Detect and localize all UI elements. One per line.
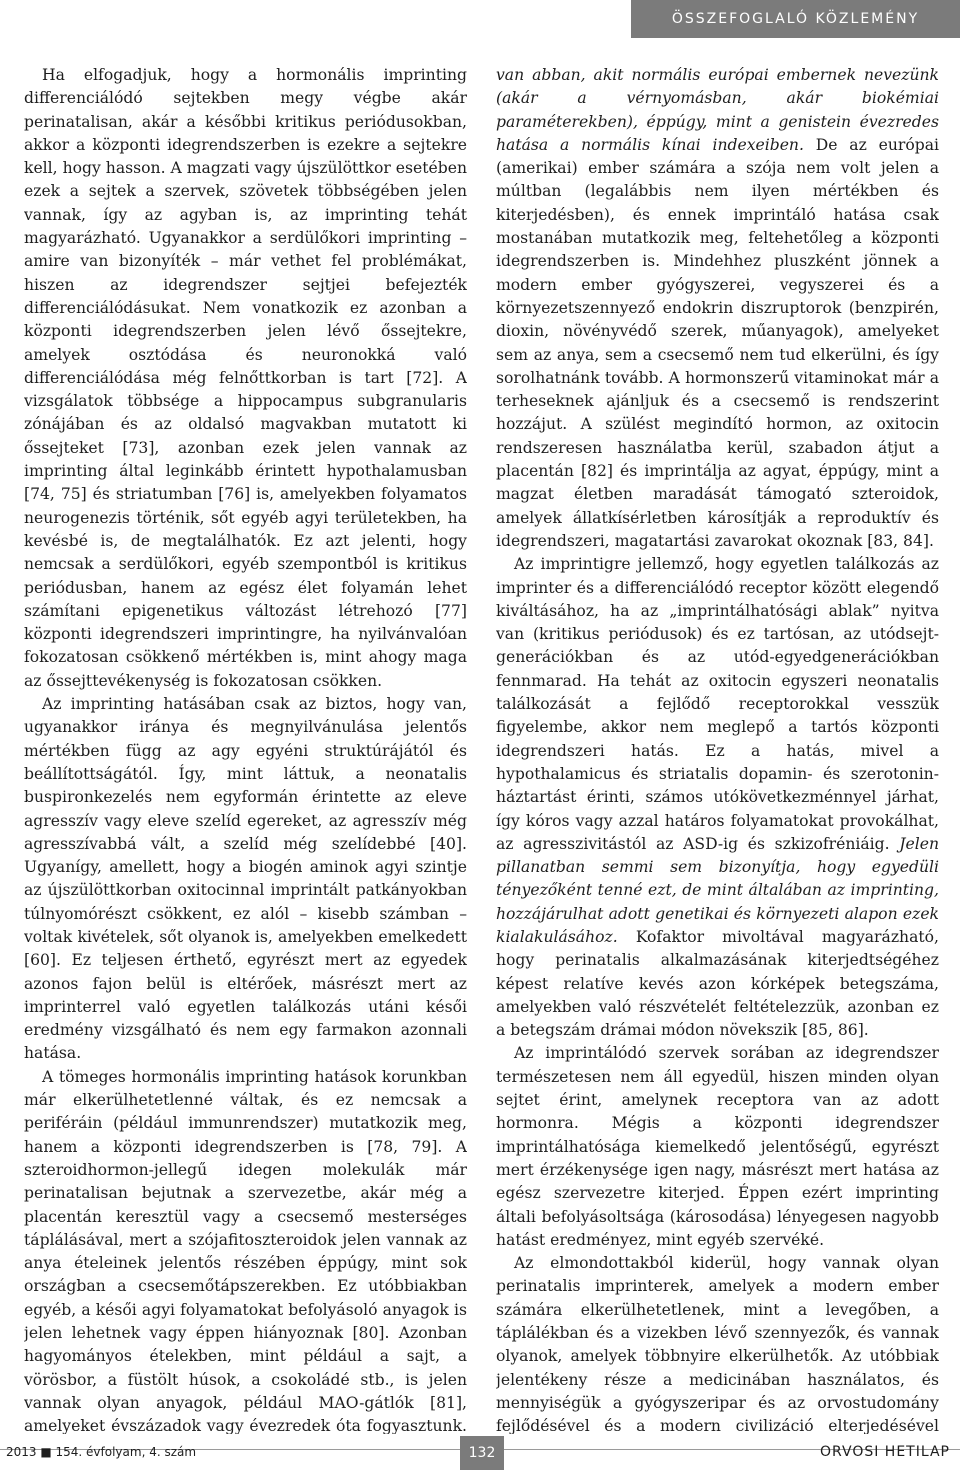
right-paragraph-2 xyxy=(496,553,939,1042)
right-paragraph-1-text: De az európai (amerikai) ember számára a szója nem volt jelen a múltban (legalábbis nem ilyen mértékben és kiterjedésben), és ennek imprintáló hatása csak mostanában mutatkozik meg, feltehetőleg a központi idegrendszerben is. Mindehhez pluszként jönnek a modern ember gyógyszerei, vegyszerei és a környezetszennyező endokrin diszruptorok (benzpirén, dioxin, növényvédő szerek, műanyagok), amelyeket sem az anya, sem a csecsemő nem tud elkerülni, és így sorolhatnánk tovább. A hormonszerű vitaminokat már a terheseknek ajánljuk és a csecsemő is rendszerint hozzájut. A szülést megindító hormon, az oxitocin rendszeresen használatba kerül, szabadon átjut a placentán [82] és imprintálja az agyat, éppúgy, mint a magzat életben maradását támogató szteroidok, amelyek állatkísérletben károsítják a reproduktív és idegrendszeri, magatartási zavarokat okoznak [83, 84]. xyxy=(496,135,939,550)
journal-name: ORVOSI HETILAP xyxy=(820,1444,950,1460)
left-paragraph-3 xyxy=(24,1066,467,1434)
page-number-box xyxy=(460,1436,504,1470)
right-paragraph-3: Az imprintálódó szervek sorában az idegrendszer természetesen nem áll egyedül, hiszen minden olyan sejtet érint, amelynek receptora van az adott hormonra. Mégis a központi idegrendszer imprintálhatósága kiemelkedő jelentőségű, egyrészt mert érzékenysége igen nagy, másrészt mert hatása az egész szervezetre kiterjed. Éppen ezért imprinting általi befolyásoltsága (károsodása) lényegesen nagyobb hatást eredményez, mint egyéb szervéké. xyxy=(496,1044,939,1249)
page-number: 132 xyxy=(468,1445,496,1461)
right-paragraph-1-italic: van abban, akit normális európai embernek nevezünk (akár a vérnyomásban, akár biokémiai paraméterekben), éppúgy, mint a genistein évezredes hatása a normális kínai indexeiben. xyxy=(496,66,939,154)
section-title: ÖSSZEFOGLALÓ KÖZLEMÉNY xyxy=(671,11,920,27)
left-paragraph-1: Ha elfogadjuk, hogy a hormonális imprinting differenciálódó sejtekben megy végbe akár perinatalisan, akár a későbbi kritikus periódusokban, akkor a központi idegrendszerben is ezekre a sejtekre kell, hogy hasson. A magzati vagy újszülöttkor esetében ezek a sejtek a szervek, szövetek többségében jelen vannak, így az agyban is, az imprinting tehát magyarázható. Ugyanakkor a serdülőkori imprinting – amire van bizonyíték – már vethet fel problémákat, hiszen az idegrendszer sejtjei befejezték differenciálódásukat. Nem vonatkozik ez azonban a központi idegrendszerben jelen lévő őssejtekre, amelyek osztódása és neuronokká való differenciálódása még felnőttkorban is tart [72]. A vizsgálatok többsége a hippocampus subgranularis zónájában és az oldalsó magvakban mutatott ki őssejteket [73], azonban ezek jelen vannak az imprinting által leginkább érintett hypothalamusban [74, 75] és striatumban [76] is, amelyekben folyamatos neurogenezis történik, sőt egyéb agyi területekben, ha kevésbé is, de megtalálhatók. Ez azt jelenti, hogy nemcsak a serdülőkori, egyéb szempontból is kritikus periódusban, hanem az egész élet folyamán lehet számítani epigenetikus változást létrehozó [77] központi idegrendszeri imprintingre, ha nyilvánvalóan fokozatosan csökkenő mértékben is, mint ahogy maga az őssejttevékenység is fokozatosan csökken. xyxy=(24,66,467,690)
right-paragraph-1 xyxy=(496,64,939,553)
left-paragraph-3-text: A tömeges hormonális imprinting hatások korunkban már elkerülhetetlenné váltak, és ez nemcsak a periféráin (például immunrendszer) mutatkozik meg, hanem a központi idegrendszerben is [78, 79]. A szteroidhormon-jellegű idegen molekulák már perinatalisan bejutnak a szervezetbe, akár még a placentán keresztül vagy a csecsemő mesterséges táplálásával, mert a szójafitoszteroidok jelen vannak az anya ételeinek jelentős részében éppúgy, mint sok országban a csecsemőtápszerekben. Ez utóbbiakban egyéb, a késői agyi folyamatokat befolyásoló anyagok is jelen lehetnek vagy éppen hiányoznak [80]. Azonban hagyományos ételekben, mint például a sajt, a vörösbor, a füstölt húsok, a csokoládé stb., is jelen vannak olyan anyagok, például MAO-gátlók [81], amelyeket évszázadok vagy évezredek óta fogyasztunk. xyxy=(24,1067,467,1434)
left-paragraph-2: Az imprinting hatásában csak az biztos, hogy van, ugyanakkor iránya és megnyilvánulása jelentős mértékben függ az agy egyéni struktúrájától és beállítottságától. Így, mint láttuk, a neonatalis buspironkezelés nem egyformán érintette az eleve agresszív vagy eleve szelíd egereket, az agresszív még agresszívabbá vált, a szelíd még szelídebbé [40]. Ugyanígy, amellett, hogy a biogén aminok agyi szintje az újszülöttkorban oxitocinnal imprintált patkányokban túlnyomórészt csökkent, ez alól – kisebb számban – voltak kivételek, sőt olyanok is, amelyekben emelkedett [60]. Ez teljesen érthető, egyrészt mert az egyedek azonos fajon belül is eltérőek, másrészt mert az imprinterrel való egyetlen találkozás utáni késői eredmény vizsgálható és nem egy farmakon azonnali hatása. xyxy=(24,695,467,1063)
section-header xyxy=(631,0,960,38)
right-paragraph-4: Az elmondottakból kiderül, hogy vannak olyan perinatalis imprinterek, amelyek a modern ember számára elkerülhetetlenek, mint a levegőben, a táplálékban és a vizekben lévő szennyezők, és vannak olyanok, amelyek többnyire elkerülhetők. Az utóbbiak jelentékeny része a medicinában használatos, és mennyiségük a gyógyszeripar és az orvostudomány fejlődésével és a modern civilizáció elterjedésével xyxy=(496,1254,939,1434)
left-column xyxy=(24,64,467,1434)
right-paragraph-2-text: Az imprintigre jellemző, hogy egyetlen találkozás az imprinter és a differenciálódó receptor között elegendő kiváltásához, ha az „imprintálhatósági ablak” nyitva van (kritikus periódusok) és ez tartósan, az utódsejt-generációkban és az utód-egyedgenerációkban fennmarad. Ha tehát az oxitocin egyszeri neonatalis találkozását a fejlődő receptorokkal vesszük figyelembe, akkor nem meglepő a tartós központi idegrendszeri hatás. Ez a hatás, mivel a hypothalamicus és striatalis dopamin- és szerotonin-háztartást érinti, számos utókövetkezménnyel járhat, így kóros vagy azzal határos folyamatokat provokálhat, az agresszivitástól az ASD-ig és szkizofréniáig. xyxy=(496,555,939,853)
issue-info: 2013 ■ 154. évfolyam, 4. szám xyxy=(6,1445,197,1459)
right-paragraph-2-tail: Kofaktor mivoltával magyarázható, hogy perinatalis alkalmazásának kiterjedtségéhez képest relatíve kevés azon kórképek betegszáma, amelyekben való részvételét feltételezzük, azonban ez a betegszám drámai módon növekszik [85, 86]. xyxy=(496,927,939,1040)
right-paragraph-2-italic: Jelen pillanatban semmi sem bizonyítja, hogy egyedüli tényezőként tenné ezt, de mint általában az imprinting, hozzájárulhat adott genetikai és környezeti alapon ezek kialakulásához. xyxy=(496,834,939,946)
right-column xyxy=(496,64,939,1434)
